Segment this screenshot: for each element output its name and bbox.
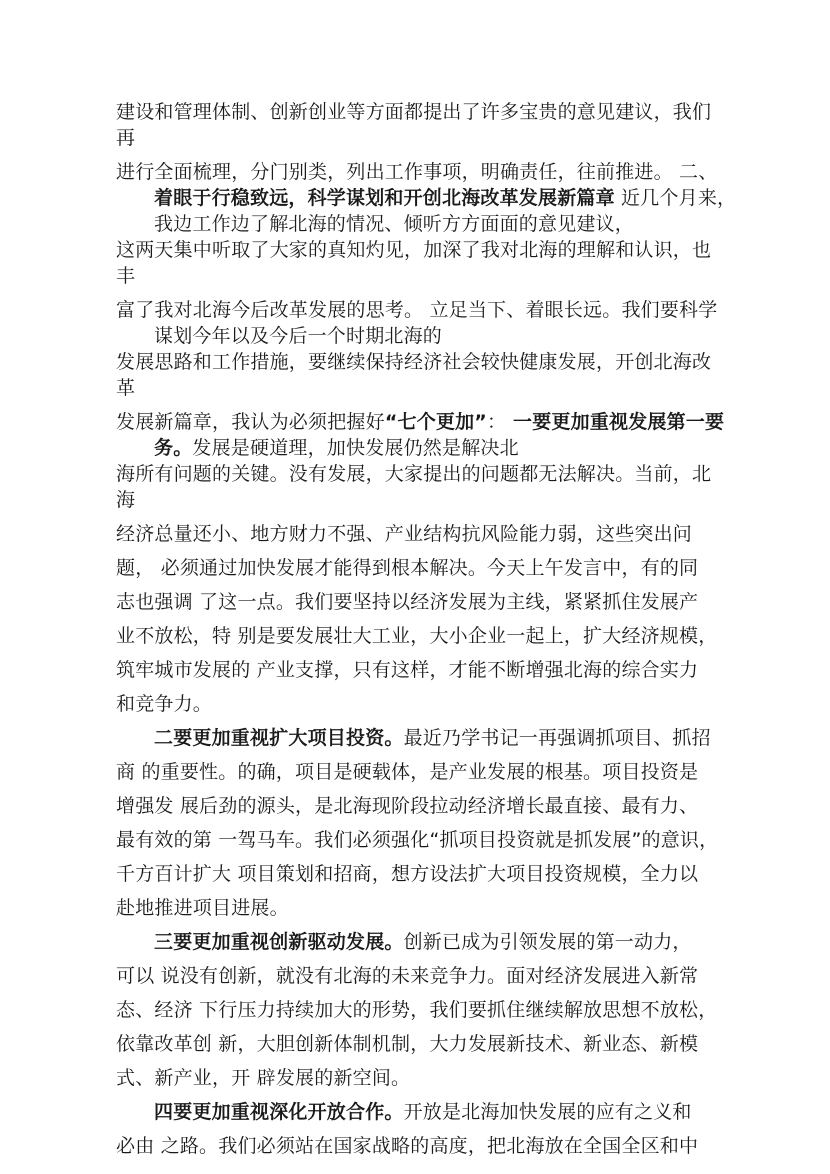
text-line: 和竞争力。 — [116, 693, 213, 715]
text-line: 我边工作边了解北海的情况、倾听方方面面的意见建议， — [154, 213, 635, 235]
quote-heading: “七个更加” — [384, 411, 487, 433]
text-line: 最有效的第 一驾马车。我们必须强化“抓项目投资就是抓发展”的意识， — [116, 829, 719, 851]
text-line: 建设和管理体制、创新创业等方面都提出了许多宝贵的意见建议，我们 — [116, 101, 712, 123]
point-heading: 二要更加重视扩大项目投资。 — [154, 727, 404, 749]
text-line: 商 的重要性。的确，项目是硬载体，是产业发展的根基。项目投资是 — [116, 761, 699, 783]
text-line: 经济总量还小、地方财力不强、产业结构抗风险能力弱，这些突出问 — [116, 523, 693, 545]
text-span: 发展是硬道理，加快发展仍然是解决北 — [192, 437, 519, 459]
text-line: 题， 必须通过加快发展才能得到根本解决。今天上午发言中，有的同 — [116, 557, 699, 579]
text-line: 千方百计扩大 项目策划和招商，想方设法扩大项目投资规模，全力以 — [116, 863, 699, 885]
point-heading: 一要更加重视发展第一要 — [506, 411, 725, 433]
text-line — [154, 1099, 692, 1125]
section-heading: 着眼于行稳致远，科学谋划和开创北海改革发展新篇章 — [154, 187, 615, 209]
text-line — [154, 929, 692, 955]
text-span: 近几个月来， — [614, 187, 737, 209]
text-span: 开放是北海加快发展的应有之义和 — [403, 1101, 692, 1123]
text-span: 最近乃学书记一再强调抓项目、抓招 — [403, 727, 711, 749]
text-line: 富了我对北海今后改革发展的思考。 立足当下、着眼长远。我们要科学 — [116, 299, 718, 321]
text-line: 谋划今年以及今后一个时期北海的 — [154, 325, 443, 347]
point-heading: 四要更加重视深化开放合作。 — [154, 1101, 404, 1123]
text-line: 可以 说没有创新，就没有北海的未来竞争力。面对经济发展进入新常 — [116, 965, 699, 987]
point-heading: 三要更加重视创新驱动发展。 — [154, 931, 404, 953]
text-line — [154, 725, 711, 751]
text-line: 再 — [116, 127, 136, 149]
text-line: 态、经济 下行压力持续加大的形势，我们要抓住继续解放思想不放松， — [116, 999, 718, 1021]
text-line: 这两天集中听取了大家的真知灼见，加深了我对北海的理解和认识，也 — [116, 239, 712, 261]
text-line: 发展思路和工作措施，要继续保持经济社会较快健康发展，开创北海改 — [116, 351, 712, 373]
text-line: 丰 — [116, 265, 136, 287]
text-line: 海所有问题的关键。没有发展，大家提出的问题都无法解决。当前，北 — [116, 463, 712, 485]
text-line: 志也强调 了这一点。我们要坚持以经济发展为主线，紧紧抓住发展产 — [116, 591, 699, 613]
text-span: 发展新篇章，我认为必须把握好 — [116, 411, 385, 433]
watermark: ​ — [193, 431, 267, 537]
text-line: 业不放松，特 别是要发展壮大工业，大小企业一起上，扩大经济规模， — [116, 625, 718, 647]
heading-line — [154, 185, 736, 211]
text-span: 创新已成为引领发展的第一动力， — [403, 931, 692, 953]
text-line: 必由 之路。我们必须站在国家战略的高度，把北海放在全国全区和中 — [116, 1135, 699, 1157]
text-line: 式、新产业，开 辟发展的新空间。 — [116, 1067, 411, 1089]
text-line: 依靠改革创 新，大胆创新体制机制，大力发展新技术、新业态、新模 — [116, 1033, 699, 1055]
text-line: 革 — [116, 377, 136, 399]
point-heading: 务。 — [154, 437, 193, 459]
text-line: 海 — [116, 489, 136, 511]
text-span: ： — [487, 411, 507, 433]
text-line — [154, 435, 519, 461]
text-line: 进行全面梳理，分门别类，列出工作事项，明确责任，往前推进。 二、 — [116, 161, 718, 183]
text-line — [116, 409, 724, 435]
text-line: 赴地推进项目进展。 — [116, 897, 289, 919]
text-line: 筑牢城市发展的 产业支撑，只有这样，才能不断增强北海的综合实力 — [116, 659, 699, 681]
text-line: 增强发 展后劲的源头，是北海现阶段拉动经济增长最直接、最有力、 — [116, 795, 699, 817]
